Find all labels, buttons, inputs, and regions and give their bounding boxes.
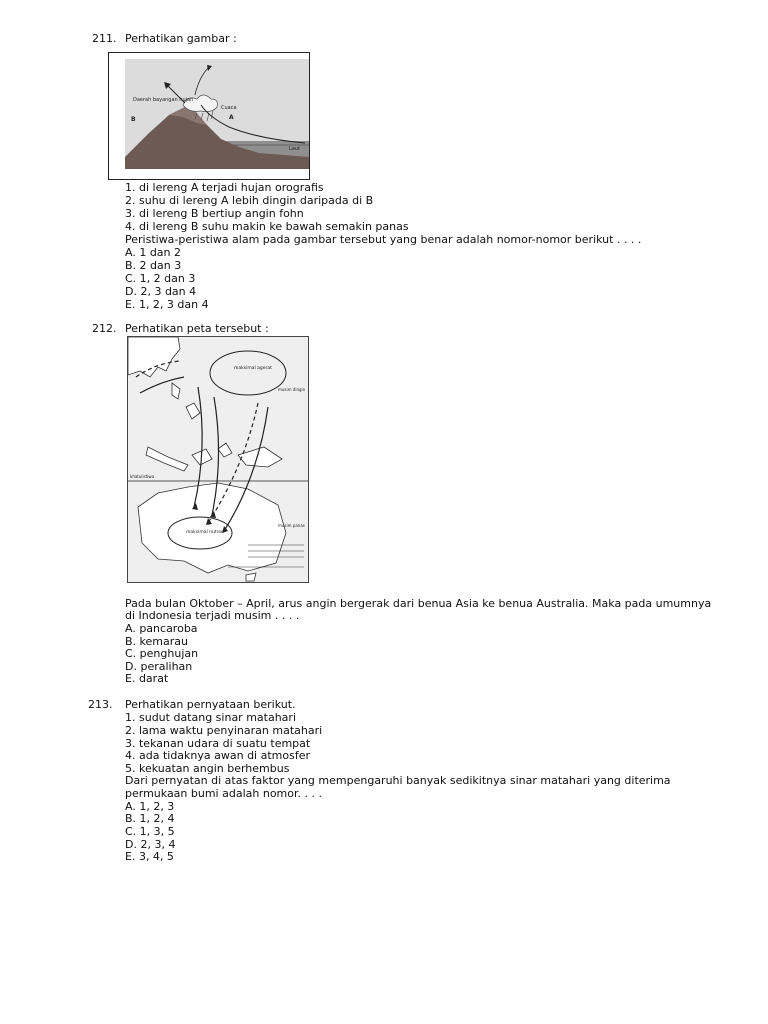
q211-statement: 1. di lereng A terjadi hujan orografis — [125, 181, 324, 194]
label-slope-a: A — [229, 114, 234, 121]
q212-option-d: D. peralihan — [125, 660, 193, 673]
question-number-211: 211. — [92, 32, 117, 45]
q213-option-d: D. 2, 3, 4 — [125, 838, 176, 851]
label-asia-pressure: maksimal agerat — [234, 366, 272, 371]
q211-question: Peristiwa-peristiwa alam pada gambar tersebut yang benar adalah nomor-nomor berikut . . . . — [125, 233, 642, 246]
q213-option-e: E. 3, 4, 5 — [125, 850, 174, 863]
indonesia-islands — [146, 447, 188, 471]
q212-option-c: C. penghujan — [125, 647, 199, 660]
asia-landmass — [128, 337, 180, 377]
q213-statement: 4. ada tidaknya awan di atmosfer — [125, 749, 311, 762]
q213-option-b: B. 1, 2, 4 — [125, 812, 175, 825]
label-slope-b: B — [131, 116, 136, 123]
q213-statement: 1. sudut datang sinar matahari — [125, 711, 297, 724]
q213-statement: 5. kekuatan angin berhembus — [125, 762, 290, 775]
monsoon-map — [128, 337, 308, 582]
orographic-rain-diagram — [109, 53, 309, 179]
q211-option-a: A. 1 dan 2 — [125, 246, 182, 259]
q211-option-d: D. 2, 3 dan 4 — [125, 285, 197, 298]
q212-option-e: E. darat — [125, 672, 169, 685]
q211-option-c: C. 1, 2 dan 3 — [125, 272, 196, 285]
q211-statement: 3. di lereng B bertiup angin fohn — [125, 207, 304, 220]
question-212-prompt: Perhatikan peta tersebut : — [125, 322, 269, 335]
question-number-213: 213. — [88, 698, 113, 711]
label-rain-shadow: Daerah bayangan hujan — [133, 97, 194, 103]
q213-option-a: A. 1, 2, 3 — [125, 800, 175, 813]
q213-statement: 3. tekanan udara di suatu tempat — [125, 737, 311, 750]
label-equator: khatulistiwa — [130, 474, 155, 479]
question-number-212: 212. — [92, 322, 117, 335]
q213-question-line1: Dari pernyatan di atas faktor yang mempengaruhi banyak sedikitnya sinar matahari yang diterima — [125, 774, 671, 787]
label-sea: Laut — [289, 146, 300, 152]
label-australia-pressure: maksimal nutron — [186, 530, 224, 535]
label-summer-monsoon: musim panas — [278, 523, 305, 528]
q211-option-e: E. 1, 2, 3 dan 4 — [125, 298, 209, 311]
q213-statement: 2. lama waktu penyinaran matahari — [125, 724, 323, 737]
q212-option-a: A. pancaroba — [125, 622, 198, 635]
q211-option-b: B. 2 dan 3 — [125, 259, 182, 272]
q213-option-c: C. 1, 3, 5 — [125, 825, 175, 838]
q212-question-line2: di Indonesia terjadi musim . . . . — [125, 609, 300, 622]
high-pressure-asia — [210, 351, 286, 395]
papua-landmass — [238, 447, 282, 467]
q212-option-b: B. kemarau — [125, 635, 188, 648]
australia-landmass — [138, 483, 286, 573]
orographic-rain-figure — [108, 52, 310, 180]
question-213-prompt: Perhatikan pernyataan berikut. — [125, 698, 296, 711]
question-211-prompt: Perhatikan gambar : — [125, 32, 237, 45]
q211-statement: 2. suhu di lereng A lebih dingin daripada di B — [125, 194, 374, 207]
monsoon-map-figure — [127, 336, 309, 583]
q211-statement: 4. di lereng B suhu makin ke bawah semakin panas — [125, 220, 409, 233]
label-cloud: Cuaca — [221, 105, 237, 111]
q212-question-line1: Pada bulan Oktober – April, arus angin bergerak dari benua Asia ke benua Australia. Maka pada umumnya — [125, 597, 712, 610]
q213-question-line2: permukaan bumi adalah nomor. . . . — [125, 787, 322, 800]
label-winter-monsoon: musim dingin — [278, 387, 306, 392]
